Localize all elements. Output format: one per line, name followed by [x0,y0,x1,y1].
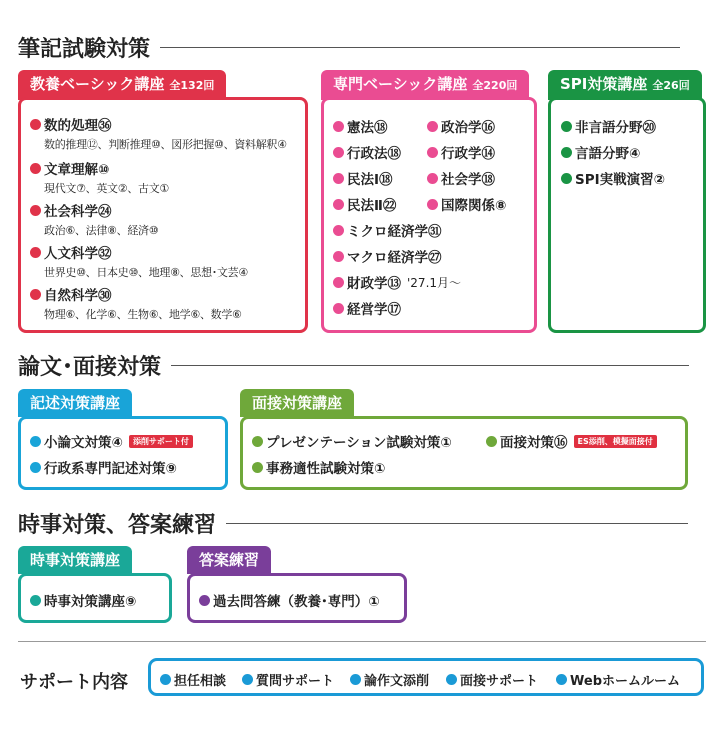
bullet-icon [30,462,41,473]
kyoyo-item-4: 自然科学㉚ [30,284,112,304]
spi-item-0: 非言語分野⑳ [561,116,656,136]
support-item-2: 論作文添削 [350,670,429,689]
tab-mensetsu: 面接対策講座 [240,389,354,417]
senmon-left-0: 憲法⑱ [333,116,388,136]
senmon-right-0: 政治学⑯ [427,116,495,136]
bullet-icon [30,205,41,216]
box-mensetsu [240,416,688,490]
bullet-icon [333,277,344,288]
bullet-icon [333,251,344,262]
title-rule [171,365,689,366]
senmon-wide-1: マクロ経済学㉗ [333,246,442,266]
senmon-left-2: 民法Ⅰ⑱ [333,168,393,188]
bullet-icon [333,225,344,236]
bullet-icon [30,163,41,174]
bullet-icon [252,462,263,473]
bullet-icon [427,121,438,132]
bullet-icon [199,595,210,606]
tab-senmon-basic: 専門ベーシック講座 全220回 [321,70,529,100]
bullet-icon [561,173,572,184]
bullet-icon [30,119,41,130]
tab-kyoyo-basic: 教養ベーシック講座 全132回 [18,70,226,100]
section-title-essay: 論文･面接対策 [18,350,689,381]
kijutsu-item-1: 行政系専門記述対策⑨ [30,457,177,477]
bullet-icon [427,173,438,184]
kyoyo-sub-1: 現代文⑦、英文②、古文① [44,182,169,195]
box-kijutsu [18,416,228,490]
bullet-icon [350,674,361,685]
bullet-icon [160,674,171,685]
kyoyo-item-1: 文章理解⑩ [30,158,109,178]
bullet-icon [333,199,344,210]
section-title-written: 筆記試験対策 [18,32,680,63]
bullet-icon [561,147,572,158]
toan-item-0: 過去問答練（教養･専門）① [199,590,380,610]
mensetsu-item-2: 事務適性試験対策① [252,457,385,477]
senmon-right-1: 行政学⑭ [427,142,495,162]
title-rule [160,47,680,48]
bullet-icon [30,247,41,258]
senmon-right-2: 社会学⑱ [427,168,495,188]
spi-item-1: 言語分野④ [561,142,640,162]
senmon-left-3: 民法Ⅱ㉒ [333,194,396,214]
mensetsu-item-1: 面接対策⑯ ES添削、模擬面接付 [486,431,657,451]
bullet-icon [30,289,41,300]
title-rule [226,523,688,524]
bullet-icon [427,199,438,210]
bullet-icon [556,674,567,685]
bullet-icon [30,595,41,606]
senmon-left-1: 行政法⑱ [333,142,401,162]
bullet-icon [486,436,497,447]
tab-jiji: 時事対策講座 [18,546,132,574]
bullet-icon [333,121,344,132]
support-item-1: 質問サポート [242,670,334,689]
bullet-icon [242,674,253,685]
section-title-current: 時事対策、答案練習 [18,508,688,539]
senmon-right-3: 国際関係⑧ [427,194,506,214]
support-item-0: 担任相談 [160,670,226,689]
mensetsu-item-0: プレゼンテーション試験対策① [252,431,452,451]
kyoyo-item-2: 社会科学㉔ [30,200,112,220]
divider [18,641,706,642]
senmon-wide-0: ミクロ経済学㉛ [333,220,442,240]
tab-toan: 答案練習 [187,546,271,574]
kyoyo-sub-0: 数的推理⑫、判断推理⑩、図形把握⑩、資料解釈④ [44,138,287,151]
support-item-3: 面接サポート [446,670,538,689]
support-item-4: Webホームルーム [556,670,680,689]
kijutsu-badge: 添削サポート付 [129,435,193,448]
tab-kijutsu: 記述対策講座 [18,389,132,417]
bullet-icon [252,436,263,447]
kyoyo-sub-2: 政治⑥、法律⑧、経済⑩ [44,224,159,237]
senmon-wide-2: 財政学⑬ '27.1月〜 [333,272,461,292]
bullet-icon [333,303,344,314]
bullet-icon [446,674,457,685]
support-label: サポート内容 [20,672,128,693]
senmon-wide-3: 経営学⑰ [333,298,401,318]
senmon-note: '27.1月〜 [407,275,462,290]
kyoyo-sub-4: 物理⑥、化学⑥、生物⑥、地学⑥、数学⑥ [44,308,242,321]
mensetsu-badge: ES添削、模擬面接付 [574,435,657,448]
bullet-icon [427,147,438,158]
bullet-icon [30,436,41,447]
spi-item-2: SPI実戦演習② [561,168,665,188]
bullet-icon [561,121,572,132]
kijutsu-item-0: 小論文対策④ 添削サポート付 [30,431,193,451]
bullet-icon [333,147,344,158]
bullet-icon [333,173,344,184]
tab-spi: SPI対策講座 全26回 [548,70,702,100]
kyoyo-sub-3: 世界史⑩、日本史⑩、地理⑧、思想･文芸④ [44,266,248,279]
jiji-item-0: 時事対策講座⑨ [30,590,136,610]
kyoyo-item-0: 数的処理㊱ [30,114,112,134]
kyoyo-item-3: 人文科学㉜ [30,242,112,262]
